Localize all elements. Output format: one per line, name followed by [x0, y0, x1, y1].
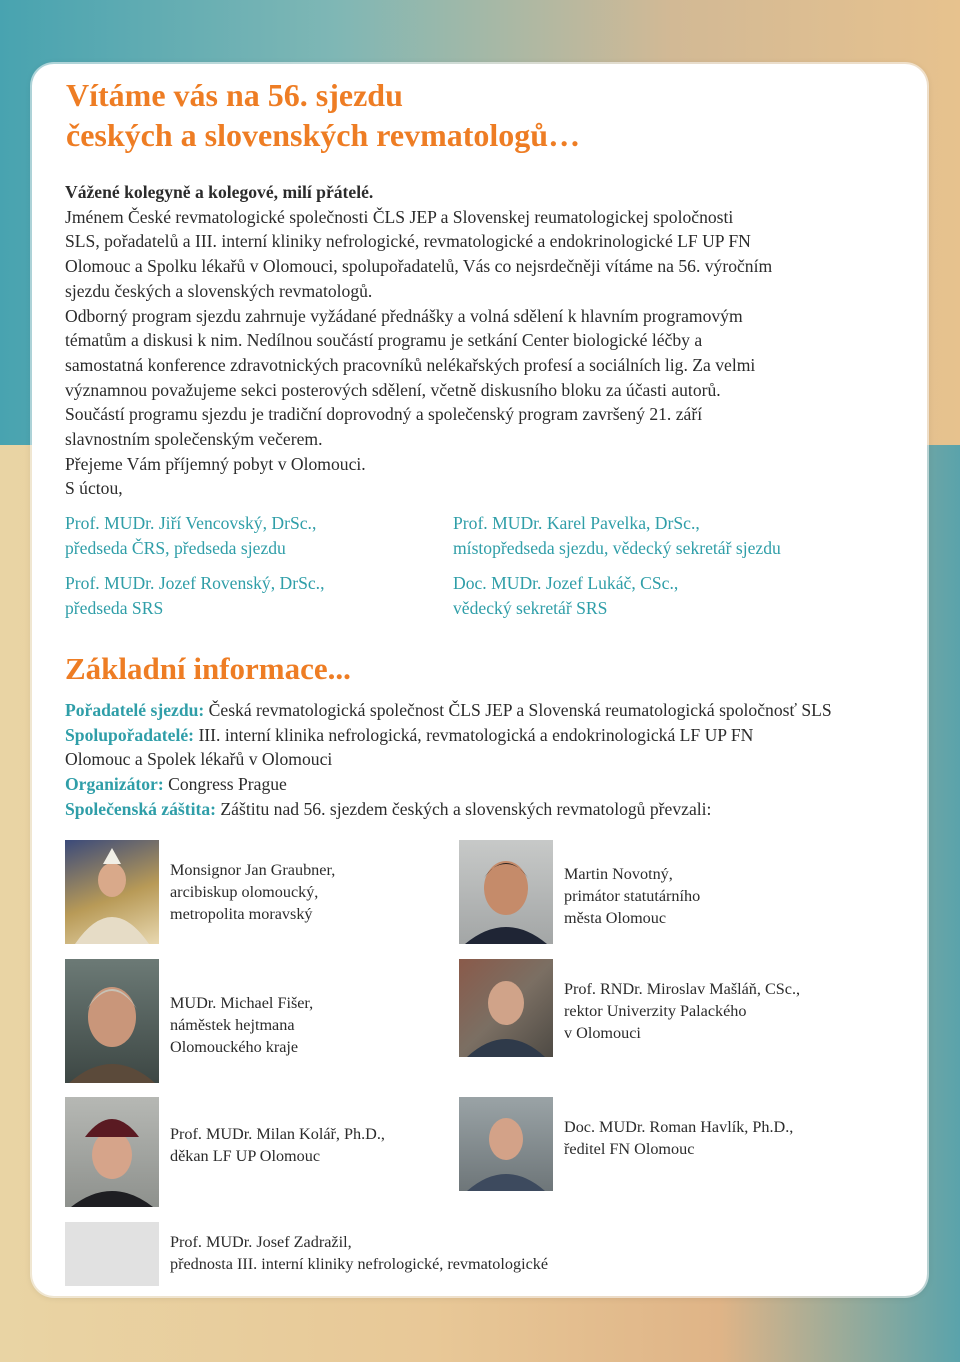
letter-line: S úctou,: [65, 478, 123, 499]
letter-line: Odborný program sjezdu zahrnuje vyžádané přednášky a volná sdělení k hlavním programovým: [65, 305, 743, 326]
letter-line: Součástí programu sjezdu je tradiční doprovodný a společenský program završený 21. září: [65, 404, 703, 425]
info-coorganizers: [65, 723, 905, 748]
patron-photo-placeholder: [65, 1222, 159, 1286]
letter-line: tématům a diskusi k nim. Nedílnou součástí programu je setkání Center biologické léčby a: [65, 330, 703, 351]
info-value: Česká revmatologická společnost ČLS JEP a Slovenská reumatologická spoločnosť SLS: [204, 700, 832, 720]
patron-line: rektor Univerzity Palackého: [564, 1002, 747, 1021]
patron-line: metropolita moravský: [170, 905, 313, 924]
info-value: Záštitu nad 56. sjezdem českých a slovenských revmatologů převzali:: [216, 798, 712, 819]
patron-photo: [459, 1097, 553, 1191]
info-label: Spolupořadatelé:: [65, 724, 195, 745]
info-label: Společenská záštita:: [65, 798, 217, 819]
patron-photo: [65, 959, 159, 1083]
info-label: Pořadatelé sjezdu:: [65, 700, 205, 720]
patron-line: přednosta III. interní kliniky nefrologické, revmatologické: [170, 1255, 549, 1274]
patron-caption: [564, 863, 700, 930]
person-silhouette-icon: [459, 1097, 553, 1191]
patron-photo: [65, 840, 159, 944]
info-value: Congress Prague: [163, 774, 287, 795]
info-patronage: [65, 797, 905, 822]
welcome-title-line: českých a slovenských revmatologů…: [66, 117, 581, 153]
letter-line: SLS, pořadatelů a III. interní kliniky nefrologické, revmatologické a endokrinologické LF UP FN: [65, 231, 751, 252]
patron-photo: [459, 840, 553, 944]
signatory-name: Prof. MUDr. Jiří Vencovský, DrSc.,: [65, 513, 317, 533]
letter-line: Olomouc a Spolku lékařů v Olomouci, spolupořadatelů, Vás co nejsrdečněji vítáme na 56. výročním: [65, 256, 773, 277]
info-organizers: [65, 698, 905, 723]
info-label: Organizátor:: [65, 774, 164, 795]
basic-info-title: Základní informace...: [65, 651, 351, 686]
person-silhouette-icon: [459, 959, 553, 1057]
patron-line: Olomouckého kraje: [170, 1038, 299, 1057]
patron-caption: [170, 1123, 385, 1167]
person-silhouette-icon: [459, 840, 553, 944]
patron-line: v Olomouci: [564, 1024, 641, 1043]
patron-line: děkan LF UP Olomouc: [170, 1147, 321, 1166]
patron-line: ředitel FN Olomouc: [564, 1140, 695, 1159]
letter-line: sjezdu českých a slovenských revmatologů.: [65, 280, 373, 301]
patron-line: náměstek hejtmana: [170, 1016, 295, 1035]
signatory-block: [65, 571, 324, 621]
patron-line: primátor statutárního: [564, 887, 701, 906]
person-silhouette-icon: [65, 1097, 159, 1207]
patron-line: Doc. MUDr. Roman Havlík, Ph.D.,: [564, 1118, 794, 1136]
patron-caption: [564, 978, 800, 1045]
patron-caption: [564, 1116, 793, 1160]
patron-photo: [65, 1097, 159, 1207]
info-coorganizers-cont: Olomouc a Spolek lékařů v Olomouci: [65, 749, 333, 770]
person-silhouette-icon: [65, 959, 159, 1083]
patron-photo: [459, 959, 553, 1057]
person-silhouette-icon: [65, 840, 159, 944]
welcome-letter: [65, 180, 895, 501]
letter-line: významnou považujeme sekci posterových sdělení, včetně diskusního bloku za účasti autorů.: [65, 379, 721, 400]
basic-info: [65, 698, 905, 822]
patron-line: Prof. RNDr. Miroslav Mašláň, CSc.,: [564, 980, 801, 998]
signatory-role: předseda SRS: [65, 598, 164, 618]
patron-caption: [170, 859, 335, 926]
patron-line: Martin Novotný,: [564, 865, 673, 883]
patron-caption: [170, 992, 313, 1059]
letter-line: samostatná konference zdravotnických pracovníků nelékařských profesí a sociálních lig. Za velmi: [65, 354, 756, 375]
letter-line: Přejeme Vám příjemný pobyt v Olomouci.: [65, 453, 366, 474]
welcome-title: [66, 75, 580, 155]
letter-line: slavnostním společenským večerem.: [65, 429, 323, 450]
patron-line: města Olomouc: [564, 909, 667, 928]
signatory-name: Prof. MUDr. Jozef Rovenský, DrSc.,: [65, 573, 325, 593]
info-organizer: [65, 772, 905, 797]
signatory-block: [65, 511, 316, 561]
letter-greeting: Vážené kolegyně a kolegové, milí přátelé.: [65, 182, 374, 202]
signatory-block: [453, 571, 678, 621]
patron-line: Monsignor Jan Graubner,: [170, 861, 336, 879]
signatory-name: Prof. MUDr. Karel Pavelka, DrSc.,: [453, 513, 700, 533]
patron-caption: [170, 1231, 548, 1275]
signatory-role: vědecký sekretář SRS: [453, 598, 608, 618]
signatory-name: Doc. MUDr. Jozef Lukáč, CSc.,: [453, 573, 679, 593]
patron-line: Prof. MUDr. Milan Kolář, Ph.D.,: [170, 1125, 385, 1143]
welcome-title-line: Vítáme vás na 56. sjezdu: [66, 77, 403, 113]
patron-line: Prof. MUDr. Josef Zadražil,: [170, 1233, 352, 1251]
patron-line: arcibiskup olomoucký,: [170, 883, 319, 902]
letter-line: Jménem České revmatologické společnosti ČLS JEP a Slovenskej reumatologickej spoločnosti: [65, 206, 734, 227]
info-value: III. interní klinika nefrologická, revmatologická a endokrinologická LF UP FN: [194, 724, 754, 745]
signatory-role: místopředseda sjezdu, vědecký sekretář sjezdu: [453, 538, 781, 558]
signatory-block: [453, 511, 781, 561]
patron-line: MUDr. Michael Fišer,: [170, 994, 314, 1012]
signatory-role: předseda ČRS, předseda sjezdu: [65, 538, 286, 558]
